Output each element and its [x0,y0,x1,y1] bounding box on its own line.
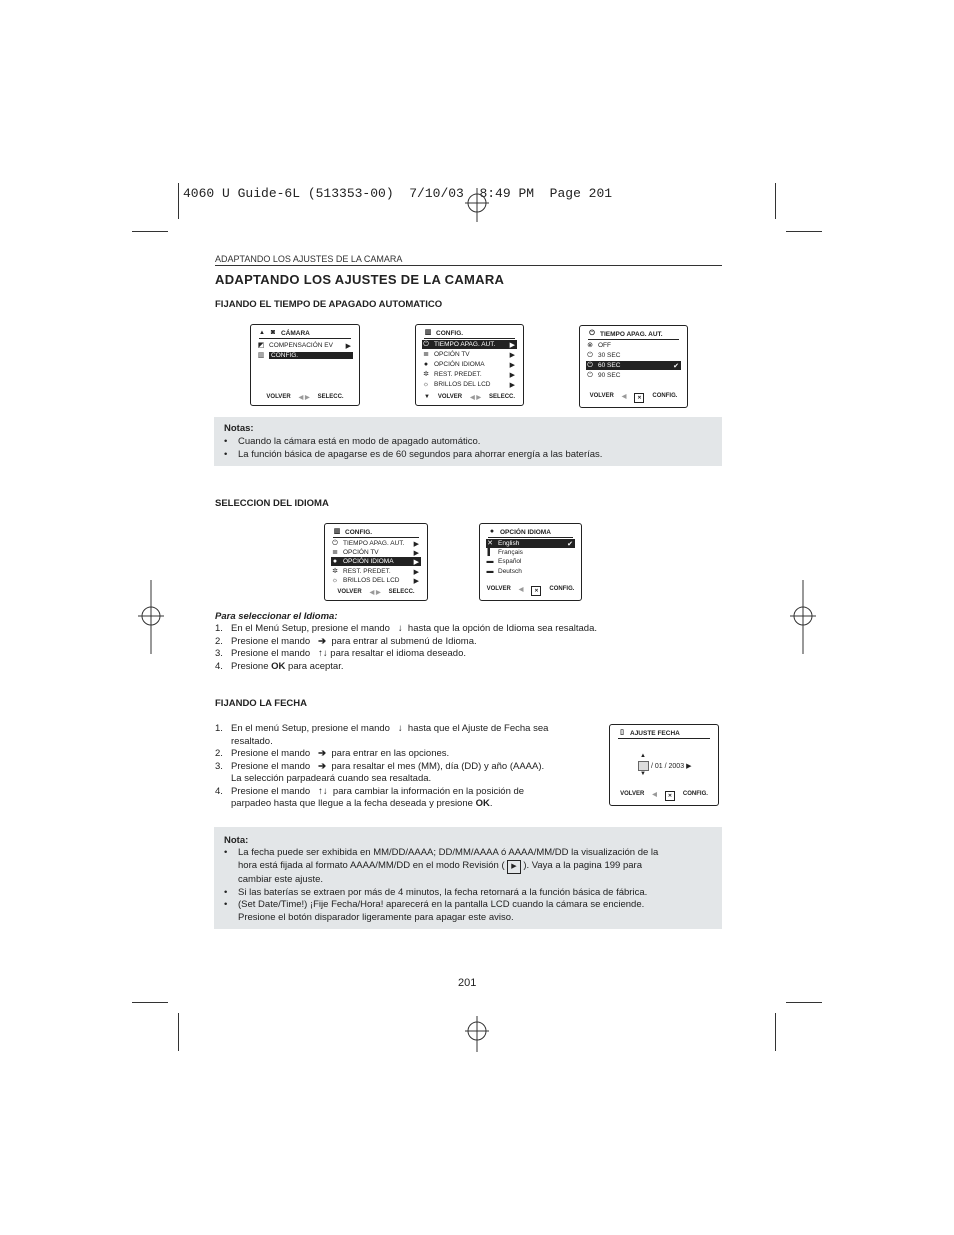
menu-item: ⏻ 90 SEC [587,371,621,379]
crop-mark [775,183,776,219]
screen-header: ▲ ◙ CÁMARA [259,328,351,339]
note-item: • Cuando la cámara está en modo de apagado automático. [224,436,602,449]
reset-icon: ✲ [423,370,429,378]
registration-mark-icon [463,188,491,222]
screen-footer: VOLVER ◀ ▶ SELECC. [337,589,415,596]
language-icon: ● [423,360,429,368]
page-number: 201 [458,977,477,989]
language-icon: ● [489,528,495,535]
flag-uk-icon: ✕ [487,539,493,547]
screen-footer: VOLVER ◀ ✕ CONFIG. [486,586,575,594]
note-item: • Si las baterías se extraen por más de 4 minutos, la fecha retornará a la función básica de fábrica. [224,887,658,900]
power-icon: ⏻ [332,539,338,547]
screen-footer: VOLVER ◀ ✕ CONFIG. [620,791,708,799]
menu-item: ⏻ TIEMPO APAG. AUT. ▶ [423,340,515,349]
power-icon: ⏻ [423,340,429,348]
arrow-down-icon: ↓ [392,723,408,734]
registration-mark-icon [463,1016,491,1052]
menu-item: ◩ COMPENSACIÓN EV ▶ [257,341,351,350]
off-icon: ⊗ [587,341,593,349]
settings-icon: ▥ [257,351,265,359]
crop-mark [775,1013,776,1051]
menu-item: ✲ REST. PREDET. ▶ [423,370,515,379]
flag-fr-icon: ▌ [487,548,493,556]
reset-icon: ✲ [332,567,338,575]
screen-header: ▥ CONFIG. [424,328,515,339]
menu-item: ≣ OPCIÓN TV ▶ [423,350,515,359]
menu-item: ⏻ TIEMPO APAG. AUT. ▶ [332,539,419,548]
screen-footer: VOLVER ◀ ✕ CONFIG. [589,393,678,401]
menu-item: ▥ CONFIG. ▶ [257,351,351,360]
step-item: 4. Presione OK para aceptar. [215,660,344,672]
notes-heading: Notas: [224,423,254,434]
up-arrow-icon: ▲ [640,753,646,759]
step-item: 4. Presione el mando ↑↓ para cambiar la información en la posición de parpadeo hasta que llegue a la fecha deseada y presione OK. [215,785,525,809]
step-item: 2. Presione el mando ➔ para entrar en las opciones. [215,748,450,759]
menu-item: ☼ BRILLOS DEL LCD ▶ [331,576,419,585]
running-head: ADAPTANDO LOS AJUSTES DE LA CAMARA [215,254,403,264]
section-heading: SELECCION DEL IDIOMA [215,498,329,509]
language-icon: ● [332,557,338,565]
section-heading: FIJANDO LA FECHA [215,698,308,709]
screen-footer: ▼ VOLVER ◀ ▶ SELECC. [423,394,516,401]
power-icon: ⏻ [589,330,595,337]
brightness-icon: ☼ [422,380,430,388]
notes-list [224,847,658,924]
check-icon: ✔ [673,362,679,370]
menu-item: ✲ REST. PREDET. ▶ [332,567,419,576]
lcd-screen-date [609,724,719,806]
note-item: • La función básica de apagarse es de 60 segundos para ahorrar energía a las baterías. [224,449,602,462]
settings-icon: ▥ [424,329,432,336]
ok-icon: ✕ [531,586,541,596]
menu-item: ● OPCIÓN IDIOMA ▶ [332,557,419,566]
step-item: 2. Presione el mando ➔ para entrar al submenú de Idioma. [215,635,477,647]
flag-es-icon: ▬ [486,557,494,565]
ev-icon: ◩ [257,341,265,349]
screen-footer: VOLVER ◀ ▶ SELECC. [266,394,344,401]
notes-box [214,417,722,466]
page-title: ADAPTANDO LOS AJUSTES DE LA CAMARA [215,272,505,287]
screen-header: ▥ CONFIG. [333,527,419,538]
check-icon: ✔ [567,540,573,548]
crop-mark [178,1013,179,1051]
crop-mark [178,183,179,219]
calendar-icon: ▯ [620,729,624,736]
note-item: • (Set Date/Time!) ¡Fije Fecha/Hora! aparecerá en la pantalla LCD cuando la cámara se enciende. Presione el botón disparador ligeramente para apagar este aviso. [224,899,658,924]
tv-icon: ≣ [332,548,338,556]
ok-icon: ✕ [665,791,675,801]
steps-list [215,723,595,811]
lcd-screen-config [415,324,524,406]
menu-item: ✕ English ✔ [487,539,573,548]
note-item: • La fecha puede ser exhibida en MM/DD/AAAA; DD/MM/AAAA ó AAAA/MM/DD la visualización de la hora está fijada al formato AAAA/MM/DD en el modo Revisión ( ▶ ). Vaya a la pagina 199 para cambiar este ajuste. [224,847,658,887]
menu-item: ⏻ 60 SEC ✔ [587,361,679,370]
lcd-screen-config [324,523,428,601]
date-field: / 01 / 2003 ▶ [638,761,691,771]
timer-icon: ⏻ [587,361,593,369]
arrow-right-icon: ➔ [312,635,332,647]
timer-icon: ⏻ [587,351,593,359]
flag-de-icon: ▬ [486,567,494,575]
crop-mark [786,1002,822,1003]
registration-mark-icon [138,580,164,654]
crop-mark [132,1002,168,1003]
notes-list [224,436,602,461]
menu-item: ⊗ OFF [587,341,611,349]
screen-header: ⏻ TIEMPO APAG. AUT. [588,329,679,340]
lcd-screen-camera [250,324,360,406]
steps-heading: Para seleccionar el Idioma: [215,611,338,622]
steps-list [215,623,597,673]
lcd-screen-language [479,523,582,601]
camera-icon: ◙ [270,329,276,336]
menu-item: ≣ OPCIÓN TV ▶ [332,548,419,557]
notes-box [214,827,722,929]
step-item: 1. En el Menú Setup, presione el mando ↓ hasta que la opción de Idioma sea resaltada. [215,623,597,634]
down-arrow-icon: ▼ [640,771,646,777]
screen-header: ● OPCIÓN IDIOMA [488,527,573,538]
arrow-up-down-icon: ↑↓ [312,648,331,659]
screen-header: ▯ AJUSTE FECHA [618,728,710,739]
arrow-up-down-icon: ↑↓ [312,785,333,797]
timer-icon: ⏻ [587,371,593,379]
section-heading: FIJANDO EL TIEMPO DE APAGADO AUTOMATICO [215,299,443,310]
menu-item: ● OPCIÓN IDIOMA ▶ [423,360,515,369]
menu-item: ☼ BRILLOS DEL LCD ▶ [422,380,515,389]
lcd-screen-auto-off [579,325,688,408]
menu-item: ▬ Deutsch [486,567,522,575]
crop-mark [132,231,168,232]
tv-icon: ≣ [423,350,429,358]
notes-heading: Nota: [224,835,249,846]
arrow-right-icon: ➔ [312,748,332,759]
settings-icon: ▥ [333,528,341,535]
header-rule [215,265,722,266]
menu-item: ▌ Français [487,548,523,556]
step-item: 3. Presione el mando ➔ para resaltar el mes (MM), día (DD) y año (AAAA). La selección parpadeará cuando sea resaltada. [215,760,545,784]
arrow-down-icon: ↓ [392,623,408,634]
crop-mark [786,231,822,232]
step-item: 3. Presione el mando ↑↓ para resaltar el idioma deseado. [215,648,466,659]
arrow-right-icon: ➔ [312,760,332,772]
menu-item: ⏻ 30 SEC [587,351,621,359]
play-icon: ▶ [507,860,520,875]
ok-icon: ✕ [634,393,644,403]
menu-item: ▬ Español [486,557,522,565]
step-item: 1. En el menú Setup, presione el mando ↓ hasta que el Ajuste de Fecha sea resaltado. [215,723,549,747]
brightness-icon: ☼ [331,576,339,584]
print-slug: 4060 U Guide-6L (513353-00) 7/10/03 8:49 PM Page 201 [183,186,613,201]
registration-mark-icon [790,580,816,654]
